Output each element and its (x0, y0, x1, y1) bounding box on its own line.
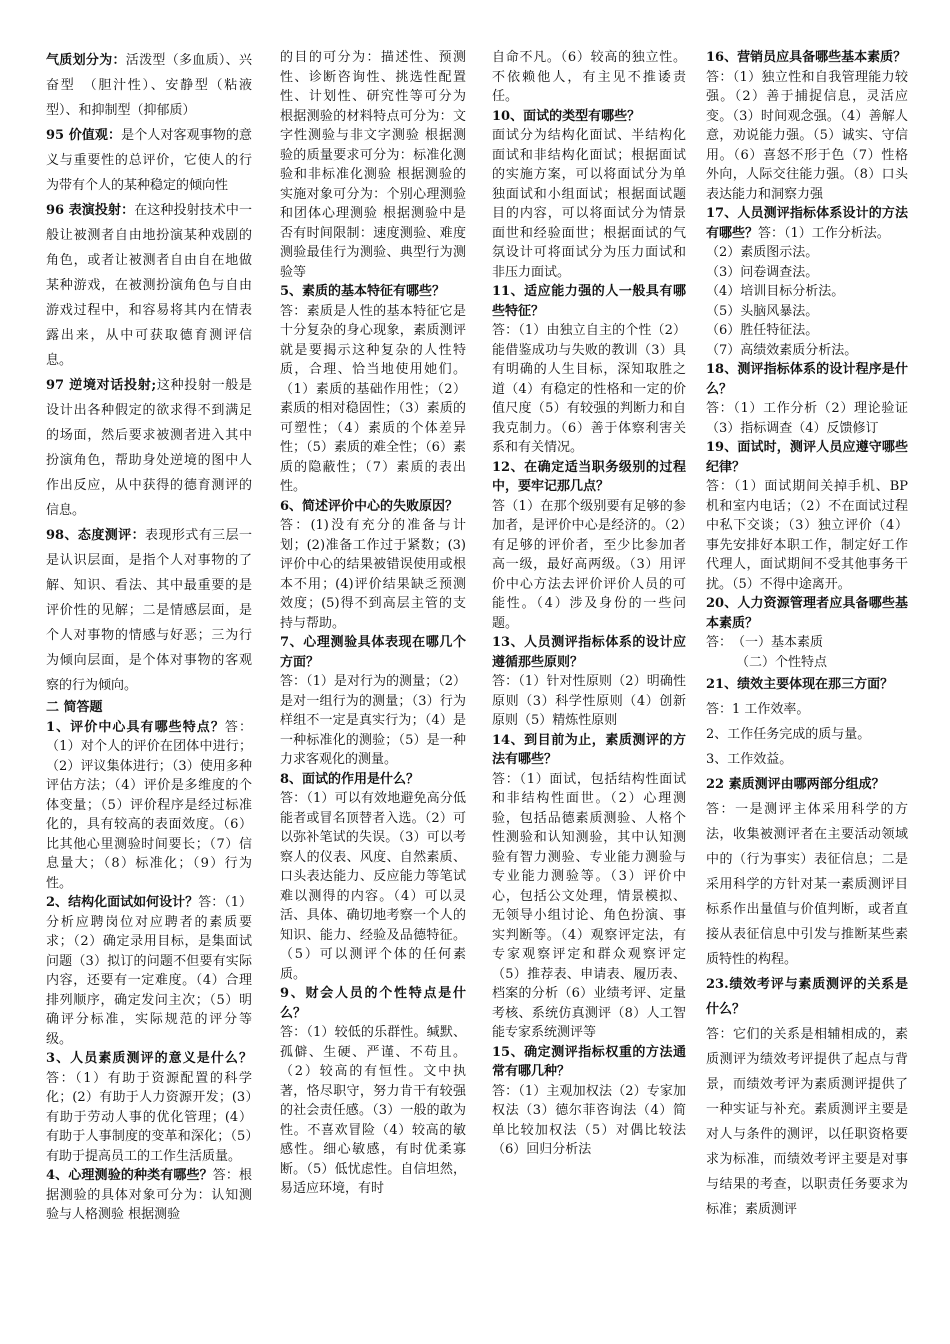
entry-temperament: 气质划分为：活泼型（多血质）、兴奋型 （胆汁性）、安静型（粘液型）、和抑制型（抑郁质） (46, 53, 252, 118)
question-1: 1、评价中心具有哪些特点？ (46, 719, 225, 735)
answer-8: 答：（1）可以有效地避免高分低能者或冒名顶替者入选。（2）可以弥补笔试的失误。（3）可以考察人的仪表、风度、自然素质、口头表达能力、反应能力等笔试难以测得的内容。（4）可以灵活、具体、确切地考察一个人的知识、能力、经验及品德特征。（5）可以测评个体的任何素质。 (280, 791, 466, 982)
question-17-block (706, 204, 908, 243)
question-4: 4、心理测验的种类有哪些？ (46, 1168, 213, 1183)
answer-23: 答：它们的关系是相辅相成的，素质测评为绩效考评提供了起点与背景，而绩效考评为素质测评提供了一种实证与补充。素质测评主要是对人与条件的测评，以任职资格要求为标准，而绩效考评主要是对事与结果的考查，以职责任务要求为标准；素质测评 (706, 1027, 908, 1217)
question-2: 2、结构化面试如何设计？ (46, 895, 199, 910)
entry-attitude: 98、态度测评：表现形式有三层一是认识层面，是指个人对事物的了解、知识、看法、其中最重要的是评价性的见解；二是情感层面，是个人对事物的情感与好恶；三为行为倾向层面，是个体对事物的客观察的行为倾向。 (46, 528, 252, 693)
entry-performance-projection: 96 表演投射：在这种投射技术中一般让被测者自由地扮演某种戏剧的角色，或者让被测者自由自在地做某种游戏，在被测扮演角色与自由游戏过程中，和容易将其内在情表露出来，从中可获取德育测评信息。 (46, 203, 252, 368)
column-2 (280, 48, 466, 1334)
answer-18: 答：（1）工作分析（2）理论验证（3）指标调查（4）反馈修订 (706, 401, 908, 436)
question-5: 5、素质的基本特征有哪些？ (280, 284, 446, 299)
question-23: 23.绩效考评与素质测评的关系是什么？ (706, 977, 908, 1017)
question-14: 14、到目前为止，素质测评的方法有哪些？ (492, 732, 686, 767)
column-3 (492, 48, 686, 1334)
question-8: 8、面试的作用是什么？ (280, 771, 420, 787)
answer-16: 答：（1）独立性和自我管理能力较强。（2）善于捕捉信息，灵活应变。（3）时间观念强。（4）善解人意，劝说能力强。（5）诚实、守信用。（6）喜怒不形于色（7）性格外向，人际交往能力强。（8）口头表达能力和洞察力强 (706, 69, 908, 202)
answer-17-item: （7）高绩效素质分析法。 (706, 342, 858, 358)
answer-20-line1: 答： （一）基本素质 (706, 635, 824, 650)
answer-15: 答：（1）主观加权法（2）专家加权法（3）德尔菲咨询法（4）简单比较加权法（5）对偶比较法（6）回归分析法 (492, 1083, 686, 1157)
answer-13: 答：（1）针对性原则（2）明确性原则（3）科学性原则（4）创新原则（5）精炼性原则 (492, 674, 686, 728)
answer-10: 面试分为结构化面试、半结构化面试和非结构化面试；根据面试的实施方案，可以将面试分为单独面试和小组面试；根据面试题目的内容，可以将面试分为情景面世和经验面世；根据面试的气氛设计可将面试分为压力面试和非压力面试。 (492, 128, 686, 280)
answer-12: 答（1）在那个级别要有足够的参加者，是评价中心是经济的。（2）有足够的评价者，至少比参加者高一级，最好高两级。（3）用评价中心方法去评价评价人员的可能性。（4）涉及身份的一些问题。 (492, 498, 686, 631)
column-1 (46, 48, 252, 1334)
question-19: 19、面试时，测评人员应遵守哪些纪律？ (706, 440, 908, 475)
question-22: 22 素质测评由哪两部分组成？ (706, 777, 885, 792)
answer-17-lead: 答：（1）工作分析法。 (758, 225, 890, 241)
answer-4-continued: 的目的可分为：描述性、预测性、诊断咨询性、挑选性配置性、计划性、研究性等可分为 根据测验的材料特点可分为：文字性测验与非文字测验 根据测验的质量要求可分为：标准化测验和非标准化测验 根据测验的实施对象可分为：个别心理测验和团体心理测验 根据测验中是否有时间限制：速度测验、难度测验最佳行为测验、典型行为测验等 (280, 50, 466, 280)
question-18: 18、测评指标体系的设计程序是什么？ (706, 362, 908, 397)
question-20: 20、人力资源管理者应具备哪些基本素质？ (706, 596, 908, 631)
answer-1: 答：（1）对个人的评价在团体中进行；（2）评议集体进行；（3）使用多种评估方法；（4）评价是多维度的个体变量；（5）评价程序是经过标准化的，具有较高的表面效度。（6）比其他心里测验时间要长；（7）信息量大；（8）标准化；（9）行为性。 (46, 719, 252, 891)
question-11: 11、适应能力强的人一般具有哪些特征？ (492, 284, 686, 319)
answer-17-item: （5）头脑风暴法。 (706, 303, 819, 319)
answer-20-line2: （二）个性特点 (736, 654, 828, 670)
answer-7: 答：（1）是对行为的测量；（2）是对一组行为的测量；（3）行为样组不一定是真实行为；（4）是一种标准化的测验；（5）是一种力求客观化的测量。 (280, 674, 466, 767)
entry-adversity-projection: 97 逆境对话投射;这种投射一般是设计出各种假定的欲求得不到满足的场面，然后要求被测者进入其中扮演角色，帮助身处逆境的图中人作出反应，从中获得的德育测评的信息。 (46, 378, 252, 518)
answer-21-item: 2、工作任务完成的质与量。 (706, 727, 871, 742)
questions-21-23 (706, 672, 908, 1222)
answer-9-continued: 自命不凡。（6）较高的独立性。不依赖他人，有主见不推诿责任。 (492, 50, 686, 104)
question-16: 16、营销员应具备哪些基本素质？ (706, 50, 907, 65)
question-9: 9、财会人员的个性特点是什么？ (280, 986, 466, 1021)
answer-14: 答：（1）面试，包括结构性面试和非结构性面世。（2）心理测验，包括品德素质测验、人格个性测验和认知测验，其中认知测验有智力测验、专业能力测验与专业能力测验等。（3）评价中心，包括公文处理，情景模拟、无领导小组讨论、角色扮演、事实判断等。（4）观察评定法，有专家观察评定和群众观察评定（5）推荐表、申请表、履历表、档案的分析（6）业绩考评、定量考核、系统仿真测评（8）人工智能专家系统测评等 (492, 771, 686, 1040)
answer-17-item: （4）培训目标分析法。 (706, 284, 845, 299)
answer-21-item: 3、工作效益。 (706, 752, 793, 767)
question-6: 6、简述评价中心的失败原因？ (280, 498, 459, 514)
column-4 (706, 48, 908, 1334)
question-15: 15、确定测评指标权重的方法通常有哪几种？ (492, 1044, 686, 1079)
answer-9: 答：（1）较低的乐群性。缄默、孤僻、生硬、严谨、不苟且。（2）较高的有恒性。文中执著，恪尽职守，努力肯干有较强的社会责任感。（3）一般的敢为性。不喜欢冒险（4）较高的敏感性。细心敏感，有时优柔寡断。（5）低忧虑性。自信坦然，易适应环境，有时 (280, 1025, 466, 1196)
answer-19: 答：（1）面试期间关掉手机、BP 机和室内电话；（2）不在面试过程中私下交谈；（3）独立评价（4）事先安排好本职工作，制定好工作代理人，面试期间不受其他事务干扰。（5）不得中途离开。 (706, 479, 908, 592)
answer-4: 答：根据测验的具体对象可分为：认知测验与人格测验 根据测验 (46, 1168, 252, 1222)
question-3: 3、人员素质测评的意义是什么？ (46, 1051, 252, 1066)
question-10: 10、面试的类型有哪些？ (492, 108, 641, 124)
answer-5: 答：素质是人性的基本特征它是十分复杂的身心现象，素质测评就是要揭示这种复杂的人性特质，合理、恰当地使用她们。（1）素质的基础作用性；（2）素质的相对稳固性；（3）素质的可塑性；（4）素质的个体差异性；（5）素质的难全性；（6）素质的隐蔽性；（7）素质的表出性。 (280, 303, 466, 494)
question-17: 17、人员测评指标体系设计的方法有哪些？ (706, 206, 908, 241)
answer-3: 答：（1）有助于资源配置的科学化；(2）有助于人力资源开发；(3）有助于劳动人事的优化管理；(4）有助于人事制度的变革和深化；（5）有助于提高员工的工作生活质量。 (46, 1070, 252, 1164)
answer-17-item: （3）问卷调查法。 (706, 264, 819, 280)
answer-11: 答：（1）由独立自主的个性（2）能借鉴成功与失败的教训（3）具有明确的人生目标，深知取胜之道（4）有稳定的性格和一定的价值尺度（5）有较强的判断力和自我克制力。（6）善于体察利害关系和有关情况。 (492, 323, 686, 455)
answer-22: 答：一是测评主体采用科学的方法，收集被测评者在主要活动领域中的（行为事实）表征信息；二是采用科学的方针对某一素质测评目标系作出量值与价值判断，或者直接从表征信息中引发与推断某些素质特性的构程。 (706, 802, 908, 967)
question-13: 13、人员测评指标体系的设计应遵循那些原则？ (492, 635, 686, 670)
answer-21-item: 答：1 工作效率。 (706, 702, 810, 717)
entry-values: 95 价值观：是个人对客观事物的意义与重要性的总评价，它使人的行为带有个人的某种稳定的倾向性 (46, 128, 252, 193)
section-title: 二 简答题 (46, 700, 103, 715)
question-12: 12、在确定适当职务级别的过程中，要牢记那几点？ (492, 459, 686, 494)
answer-6: 答：(1)没有充分的准备与计划；(2)准备工作过于紧数；(3)评价中心的结果被错误使用或根本不用；(4)评价结果缺乏预测效度；(5)得不到高层主管的支持与帮助。 (280, 518, 466, 631)
answer-17-item: （2）素质图示法。 (706, 245, 819, 260)
question-7: 7、心理测验具体表现在哪几个方面？ (280, 635, 466, 670)
answer-17-item: （6）胜任特征法。 (706, 323, 819, 338)
answer-2: 答：（1）分析应聘岗位对应聘者的素质要求；（2）确定录用目标，是集面试问题（3）拟订的问题不但要有实际内容，还要有一定难度。（4）合理排列顺序，确定发问主次；（5）明确评分标准，实际规范的评分等级。 (46, 895, 252, 1047)
question-21: 21、绩效主要体现在那三方面？ (706, 677, 894, 692)
